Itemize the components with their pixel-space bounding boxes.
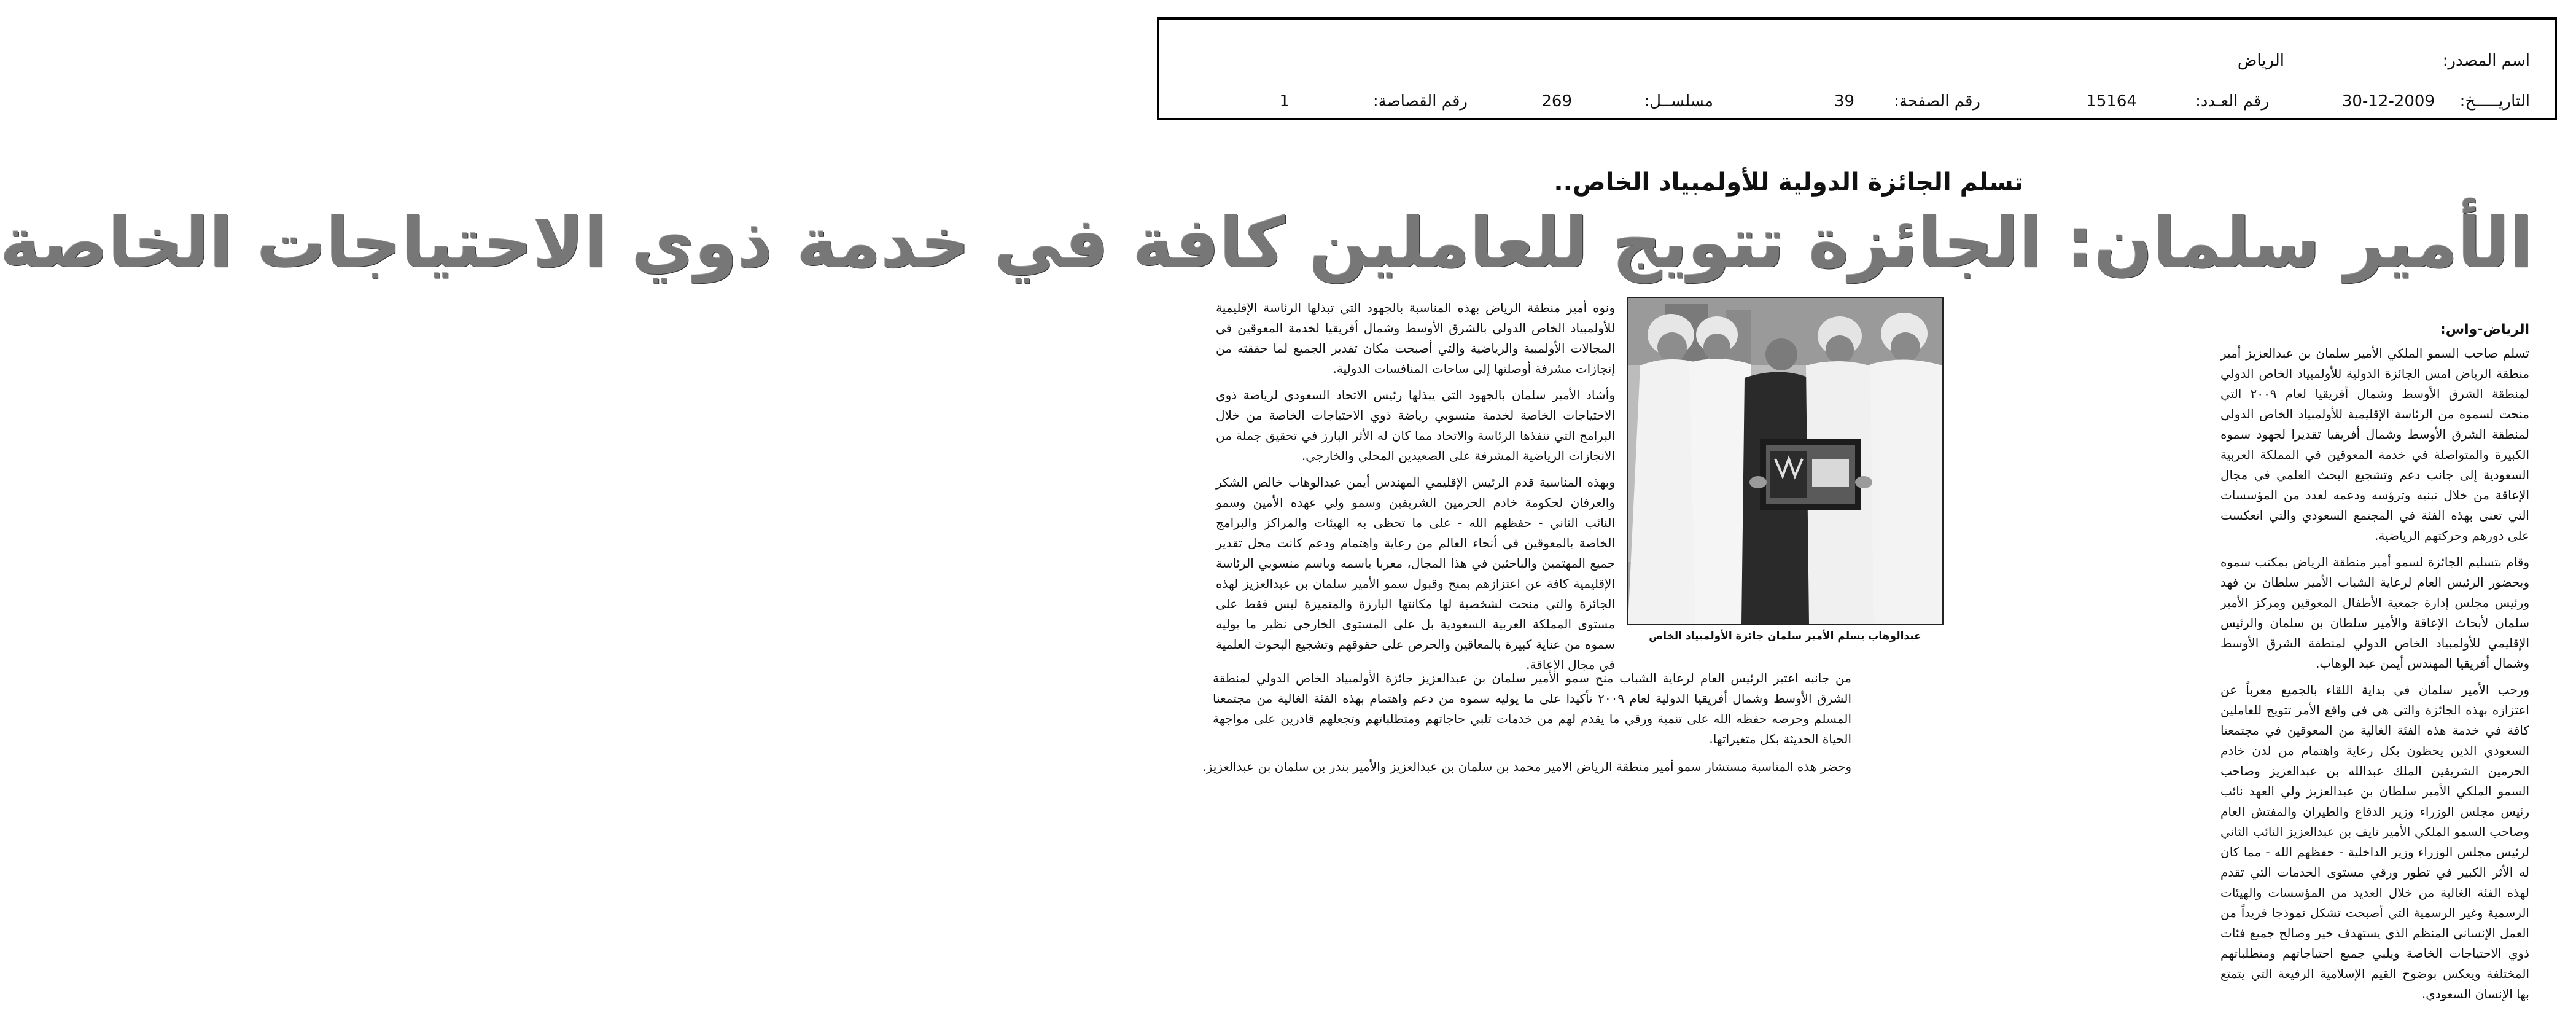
serial-value: 269 bbox=[1541, 92, 1572, 111]
source-value: الرياض bbox=[2237, 52, 2284, 70]
article-paragraph: وبهذه المناسبة قدم الرئيس الإقليمي المهندس أيمن عبدالوهاب خالص الشكر والعرفان لحكومة خادم الحرمين الشريفين وسمو ولي عهده الأمين وسمو النائب الثاني - حفظهم الله - على ما تحظى به الهيئات والمراكز والبرامج الخاصة بالمعوقين في أنحاء العالم من رعاية واهتمام ودعم كانت محل تقدير جميع المهتمين والباحثين في هذا المجال، معربا باسمه وباسم منسوبي الرئاسة الإقليمية كافة عن اعتزازهم بمنح وقبول سمو الأمير سلمان بن عبدالعزيز لهذه الجائزة والتي منحت لشخصية لها مكانتها البارزة والمتميزة ليس فقط على مستوى المملكة العربية السعودية بل على المستوى الخارجي نظير ما يوليه سموه من عناية كبيرة بالمعاقين والحرص على حقوقهم وتشجيع البحوث العلمية في مجال الإعاقة. bbox=[1216, 475, 1615, 672]
source-label: اسم المصدر: bbox=[2442, 52, 2530, 70]
article-paragraph: ورحب الأمير سلمان في بداية اللقاء بالجميع معرباً عن اعتزازه بهذه الجائزة والتي هي في واقع الأمر تتويج للعاملين كافة في خدمة هذه الفئة الغالية من المعوقين في مجتمعنا السعودي الذين يحظون بكل رعاية واهتمام من لدن خادم الحرمين الشريفين الملك عبدالله بن عبدالعزيز وصاحب السمو الملكي الأمير سلطان بن عبدالعزيز ولي العهد نائب رئيس مجلس الوزراء وزير الدفاع والطيران والمفتش العام وصاحب السمو الملكي الأمير نايف بن عبدالعزيز النائب الثاني لرئيس مجلس الوزراء وزير الداخلية - حفظهم الله - مما كان له الأثر الكبير في تطور ورقي مستوى الخدمات التي تقدم لهذه الفئة الغالية من خلال العديد من المؤسسات والهيئات الرسمية وغير الرسمية التي أصبحت تشكل نموذجا فريداً من العمل الإنساني المنظم الذي يستهدف خير وصالح جميع فئات ذوي الاحتياجات الخاصة ويلبي جميع احتياجاتهم ومتطلباتهم المختلفة ويعكس بوضوح القيم الإسلامية الرفيعة التي يتمتع بها الإنسان السعودي. bbox=[2220, 682, 2529, 1001]
article-paragraph: ونوه أمير منطقة الرياض بهذه المناسبة بالجهود التي تبذلها الرئاسة الإقليمية للأولمبياد الخاص الدولي بالشرق الأوسط وشمال أفريقيا لخدمة المعوقين في المجالات الأولمبية والرياضية والتي أصبحت مكان تقدير الجميع لما حققته من إنجازات مشرفة أوصلتها إلى ساحات المنافسات الدولية. bbox=[1216, 300, 1615, 376]
article-dateline: الرياض-واس: bbox=[2440, 322, 2529, 337]
article-bottom-paragraph: من جانبه اعتبر الرئيس العام لرعاية الشباب منح سمو الأمير سلمان بن عبدالعزيز جائزة الأولمبياد الخاص الدولي لمنطقة الشرق الأوسط وشمال أفريقيا الدولية لعام ٢٠٠٩ تأكيدا على ما يوليه سموه من دعم واهتمام بهذه الفئة الغالية من مجتمعنا المسلم وحرصه حفظه الله على تنمية ورقي ما يقدم لهم من خدمات تلبي حاجاتهم ومتطلباتهم وتجعلهم قادرين على مواجهة الحياة الحديثة بكل متغيراتها. bbox=[1213, 671, 1851, 746]
article-kicker: تسلم الجائزة الدولية للأولمبياد الخاص.. bbox=[1554, 168, 2023, 197]
serial-label: مسلســل: bbox=[1644, 92, 1713, 111]
meta-row-source bbox=[1159, 52, 2555, 76]
clip-number-label: رقم القصاصة: bbox=[1372, 92, 1468, 111]
clipping-metadata-box bbox=[1157, 17, 2557, 120]
date-label: التاريـــــخ: bbox=[2459, 92, 2530, 111]
article-column-right bbox=[2220, 319, 2529, 1001]
page-label: رقم الصفحة: bbox=[1894, 92, 1980, 111]
page-value: 39 bbox=[1834, 92, 1854, 111]
clip-number-value: 1 bbox=[1279, 92, 1290, 111]
article-paragraph: تسلم صاحب السمو الملكي الأمير سلمان بن عبدالعزيز أمير منطقة الرياض امس الجائزة الدولية للأولمبياد الخاص الدولي لمنطقة الشرق الأوسط وشمال أفريقيا لعام ٢٠٠٩ التي منحت لسموه من الرئاسة الإقليمية للأولمبياد الخاص الدولي لمنطقة الشرق الأوسط وشمال أفريقيا تقديرا لجهود سموه الكبيرة والمتواصلة في خدمة المعوقين في المملكة العربية السعودية إلى جانب دعم وتشجيع البحث العلمي في مجال الإعاقة من خلال تبنيه وترؤسه ودعمه لعدد من المؤسسات التي تعنى بهذه الفئة في المجتمع السعودي والتي انعكست على دورهم وحركتهم الرياضية. bbox=[2220, 346, 2529, 543]
issue-label: رقم العـدد: bbox=[2195, 92, 2269, 111]
issue-value: 15164 bbox=[2086, 92, 2137, 111]
date-value: 30-12-2009 bbox=[2341, 92, 2435, 111]
article-photo bbox=[1627, 297, 1944, 625]
photo-caption: عبدالوهاب يسلم الأمير سلمان جائزة الأولمبياد الخاص bbox=[1649, 630, 1921, 643]
photo-illustration bbox=[1628, 298, 1942, 624]
article-paragraph: وقام بتسليم الجائزة لسمو أمير منطقة الرياض بمكتب سموه وبحضور الرئيس العام لرعاية الشباب الأمير سلطان بن فهد ورئيس مجلس إدارة جمعية الأطفال المعوقين ومركز الأمير سلمان لأبحاث الإعاقة والأمير سلطان بن سلمان والرئيس الإقليمي للأولمبياد الخاص الدولي لمنطقة الشرق الأوسط وشمال أفريقيا المهندس أيمن عبد الوهاب. bbox=[2220, 555, 2529, 671]
article-headline: الأمير سلمان: الجائزة تتويج للعاملين كافة في خدمة ذوي الاحتياجات الخاصة bbox=[0, 203, 2533, 283]
article-closing-line: وحضر هذه المناسبة مستشار سمو أمير منطقة الرياض الامير محمد بن سلمان بن عبدالعزيز والأمير بندر بن سلمان بن عبدالعزيز. bbox=[1202, 759, 1851, 774]
article-column-left bbox=[1216, 298, 1615, 685]
meta-row-details bbox=[1159, 92, 2555, 117]
article-paragraph: وأشاد الأمير سلمان بالجهود التي يبذلها رئيس الاتحاد السعودي لرياضة ذوي الاحتياجات الخاصة لخدمة منسوبي رياضة ذوي الاحتياجات الخاصة من خلال البرامج التي تنفذها الرئاسة والاتحاد مما كان له الأثر البارز في تحقيق جملة من الانجازات الرياضية المشرفة على الصعيدين المحلي والخارجي. bbox=[1216, 388, 1615, 463]
